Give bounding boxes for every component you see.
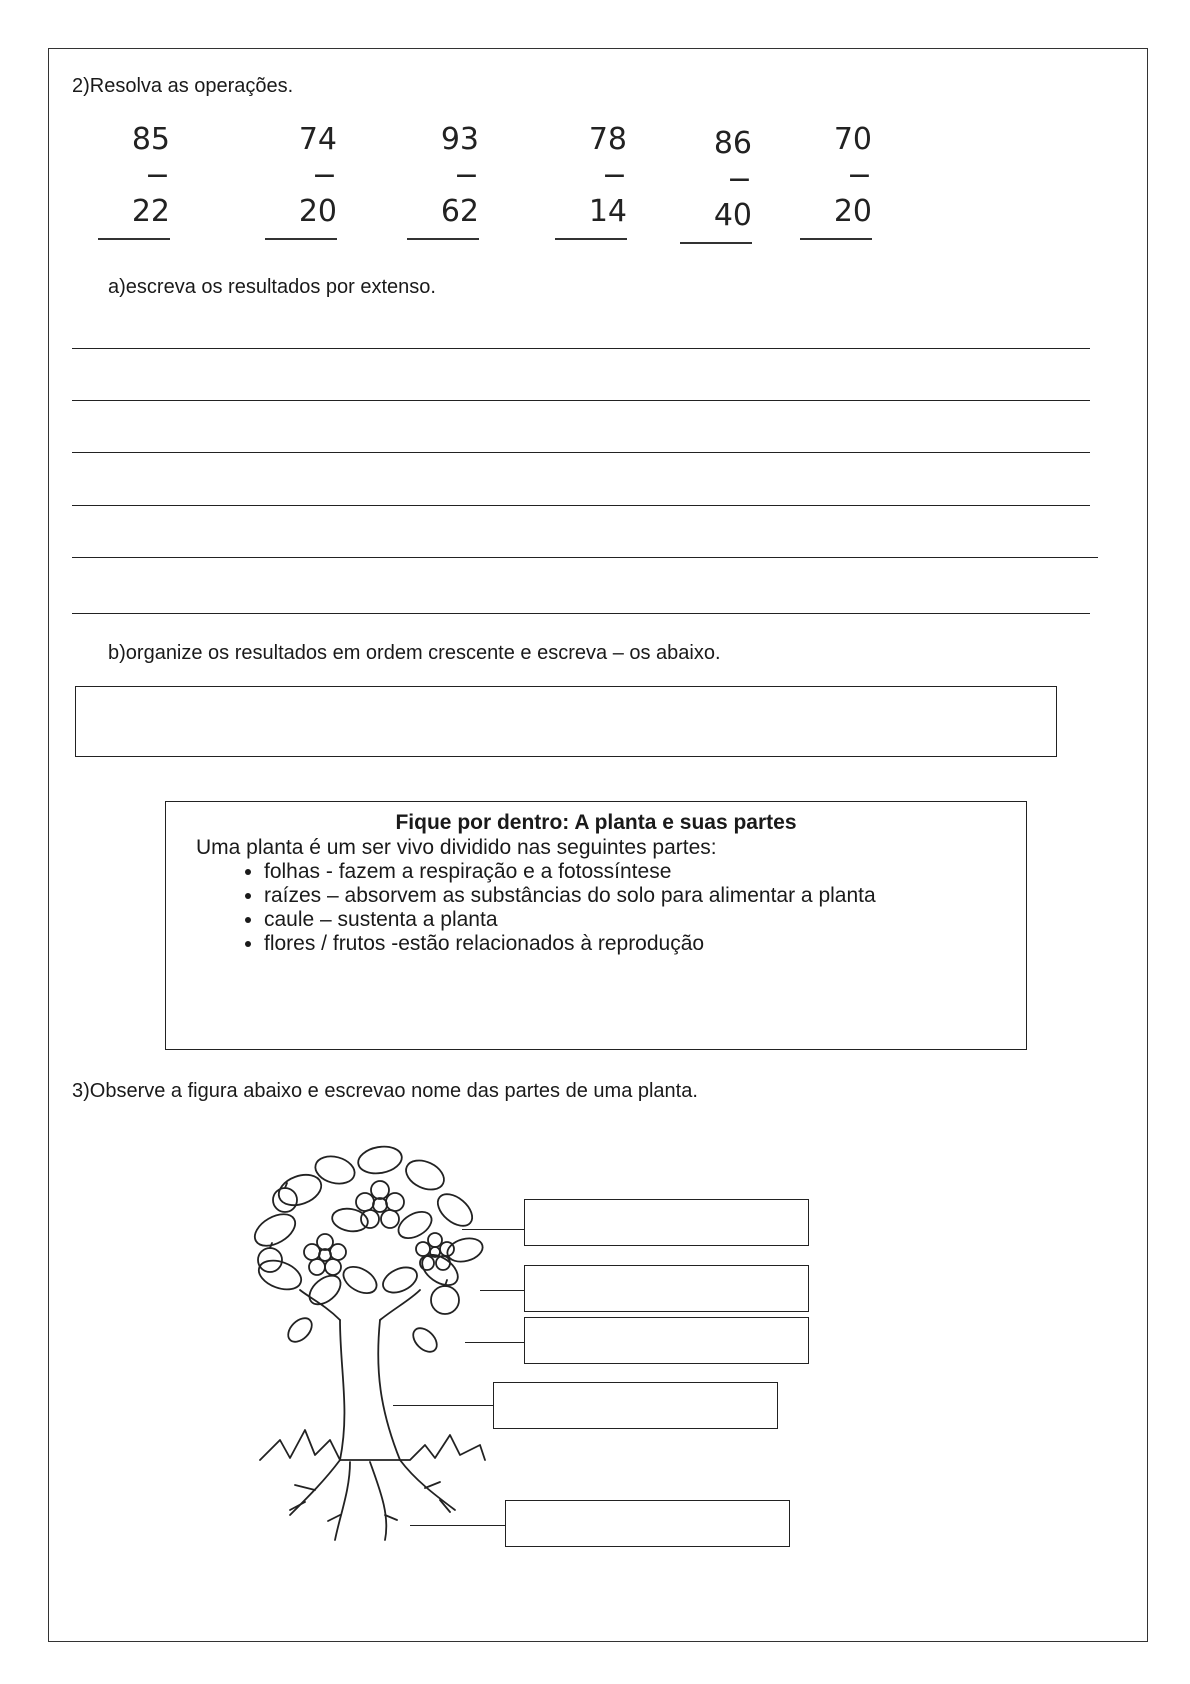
answer-line-4[interactable] bbox=[72, 505, 1090, 506]
operation-5-line bbox=[680, 242, 752, 244]
answer-line-3[interactable] bbox=[72, 452, 1090, 453]
trunk-left-edge bbox=[340, 1320, 344, 1460]
root-2 bbox=[335, 1462, 350, 1540]
operation-6-line bbox=[800, 238, 872, 240]
operation-5 bbox=[680, 126, 752, 244]
pointer-stem bbox=[393, 1405, 493, 1406]
pointer-fruit bbox=[480, 1290, 524, 1291]
operation-4-bottom: − 14 bbox=[588, 158, 627, 229]
operation-3-bottom: − 62 bbox=[440, 158, 479, 229]
pointer-flower bbox=[462, 1229, 524, 1230]
answer-line-6[interactable] bbox=[72, 613, 1090, 614]
part-b-instruction: b)organize os resultados em ordem crescente e escreva – os abaixo. bbox=[108, 642, 721, 664]
operation-4-top: 78 bbox=[588, 122, 627, 157]
root-4 bbox=[400, 1460, 455, 1510]
info-item-leaves: • folhas - fazem a respiração e a fotossíntese bbox=[264, 860, 924, 884]
operation-2-bottom: − 20 bbox=[298, 158, 337, 229]
operation-6-bottom: − 20 bbox=[833, 158, 872, 229]
subtraction-operations bbox=[0, 122, 1190, 233]
pointer-roots bbox=[410, 1525, 505, 1526]
question-2-title: 2)Resolva as operações. bbox=[72, 75, 294, 97]
operation-3 bbox=[407, 122, 479, 240]
info-title: Fique por dentro: A planta e suas partes bbox=[395, 811, 797, 834]
label-box-leaf[interactable] bbox=[524, 1317, 809, 1364]
operation-6 bbox=[800, 122, 872, 240]
pointer-leaf bbox=[465, 1342, 524, 1343]
answer-line-2[interactable] bbox=[72, 400, 1090, 401]
operation-2-line bbox=[265, 238, 337, 240]
info-item-stem: • caule – sustenta a planta bbox=[264, 908, 924, 932]
label-box-flower[interactable] bbox=[524, 1199, 809, 1246]
info-item-flowers: • flores / frutos -estão relacionados à reprodução bbox=[264, 932, 924, 956]
label-box-stem[interactable] bbox=[493, 1382, 778, 1429]
operation-3-line bbox=[407, 238, 479, 240]
flower-1 bbox=[356, 1181, 404, 1228]
operation-5-top: 86 bbox=[713, 126, 752, 161]
operation-6-top: 70 bbox=[833, 122, 872, 157]
operation-1-line bbox=[98, 238, 170, 240]
label-box-fruit[interactable] bbox=[524, 1265, 809, 1312]
root-3 bbox=[370, 1462, 386, 1540]
info-box bbox=[165, 801, 1027, 1050]
operation-2-top: 74 bbox=[298, 122, 337, 157]
operation-1 bbox=[98, 122, 170, 240]
info-item-roots: • raízes – absorvem as substâncias do solo para alimentar a planta bbox=[264, 884, 924, 908]
plant-illustration bbox=[240, 1130, 520, 1550]
answer-line-5[interactable] bbox=[72, 557, 1098, 558]
info-list bbox=[180, 860, 1012, 956]
question-3-title: 3)Observe a figura abaixo e escrevao nome das partes de uma planta. bbox=[72, 1080, 698, 1102]
part-a-instruction: a)escreva os resultados por extenso. bbox=[108, 276, 436, 298]
operation-4 bbox=[555, 122, 627, 240]
trunk-right-edge bbox=[378, 1320, 400, 1460]
operation-2 bbox=[265, 122, 337, 240]
fruit-1 bbox=[273, 1188, 297, 1212]
answer-line-1[interactable] bbox=[72, 348, 1090, 349]
flower-2 bbox=[304, 1234, 346, 1275]
operation-4-line bbox=[555, 238, 627, 240]
operation-1-top: 85 bbox=[131, 122, 170, 157]
fruit-3 bbox=[431, 1286, 459, 1314]
info-intro: Uma planta é um ser vivo dividido nas seguintes partes: bbox=[196, 836, 717, 859]
operation-1-bottom: − 22 bbox=[131, 158, 170, 229]
label-box-roots[interactable] bbox=[505, 1500, 790, 1547]
operation-3-top: 93 bbox=[440, 122, 479, 157]
operation-5-bottom: − 40 bbox=[713, 162, 752, 233]
ordered-results-box[interactable] bbox=[75, 686, 1057, 757]
